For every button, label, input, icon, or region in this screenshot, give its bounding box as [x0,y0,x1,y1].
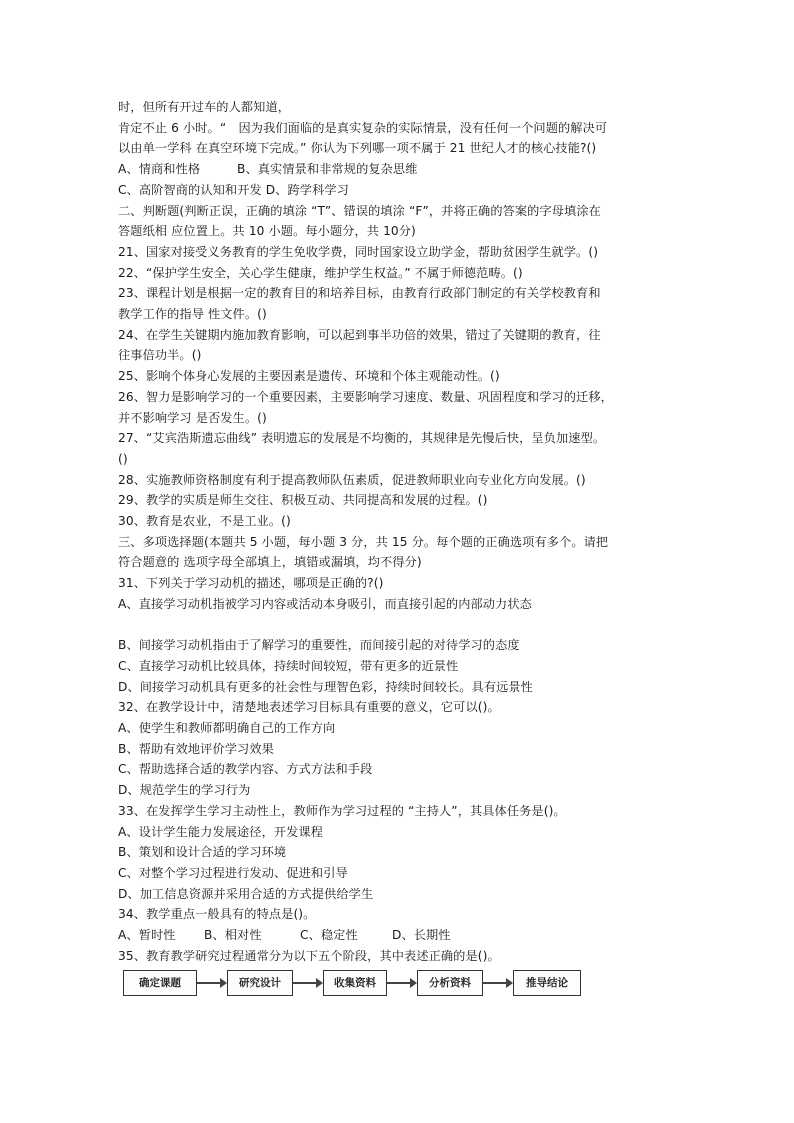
text-line: A、使学生和教师都明确自己的工作方向 [118,721,336,736]
text-line: 32、在教学设计中，清楚地表述学习目标具有重要的意义，它可以()。 [118,700,500,715]
text-line: 符合题意的 选项字母全部填上，填错或漏填，均不得分) [118,555,422,570]
text-line: 三、多项选择题(本题共 5 小题，每小题 3 分，共 15 分。每个题的正确选项有多个。请把 [118,534,609,549]
flow-arrow-icon [483,982,511,984]
text-line: 23、课程计划是根据一定的教育目的和培养目标，由教育行政部门制定的有关学校教育和 [118,286,601,301]
research-process-flowchart [118,970,678,1002]
flow-arrow-icon [387,982,415,984]
text-line: 26、智力是影响学习的一个重要因素，主要影响学习速度、数量、巩固程度和学习的迁移， [118,389,613,404]
text-line: 28、实施教师资格制度有利于提高教师队伍素质，促进教师职业向专业化方向发展。() [118,472,586,487]
text-line: () [118,451,128,466]
text-line: 二、判断题(判断正误，正确的填涂 “T”、错误的填涂 “F”，并将正确的答案的字母填涂在 [118,203,601,218]
text-line: 21、国家对接受义务教育的学生免收学费，同时国家设立助学金，帮助贫困学生就学。() [118,244,599,259]
text-line: B、间接学习动机指由于了解学习的重要性，而间接引起的对待学习的态度 [118,638,520,653]
text-line: B、帮助有效地评价学习效果 [118,741,274,756]
q35-text: 35、教育教学研究过程通常分为以下五个阶段，其中表述正确的是()。 [118,948,500,963]
text-line [118,615,678,636]
text-line: 肯定不止 6 小时。“ 因为我们面临的是真实复杂的实际情景，没有任何一个问题的解决可 [118,120,608,135]
text-line: C、直接学习动机比较具体，持续时间较短，带有更多的近景性 [118,658,459,673]
flow-step-5: 推导结论 [513,970,581,996]
flow-step-1: 确定课题 [123,970,197,996]
text-line: 34、教学重点一般具有的特点是()。 [118,907,316,922]
text-line: 27、“艾宾浩斯遗忘曲线” 表明遗忘的发展是不均衡的，其规律是先慢后快，呈负加速型。 [118,431,606,446]
text-line: 33、在发挥学生学习主动性上，教师作为学习过程的 “主持人”，其具体任务是()。 [118,803,566,818]
q34-option-b: B、相对性 [204,928,262,943]
text-line: 22、“保护学生安全，关心学生健康，维护学生权益。” 不属于师德范畴。() [118,265,523,280]
flow-arrow-icon [197,982,225,984]
text-line: 教学工作的指导 性文件。() [118,307,267,322]
text-line: A、情商和性格 B、真实情景和非常规的复杂思维 [118,162,418,177]
flow-arrow-icon [293,982,321,984]
text-line: 时，但所有开过车的人都知道， [118,100,291,114]
text-line: B、策划和设计合适的学习环境 [118,845,287,860]
flow-step-2: 研究设计 [227,970,293,996]
q34-options [118,925,678,946]
flow-step-3: 收集资料 [323,970,387,996]
question-text-block [118,97,678,925]
text-line: C、帮助选择合适的教学内容、方式方法和手段 [118,762,373,777]
text-line: A、直接学习动机指被学习内容或活动本身吸引，而直接引起的内部动力状态 [118,596,532,611]
q34-option-d: D、长期性 [392,928,451,943]
flow-step-4: 分析资料 [417,970,483,996]
text-line: A、设计学生能力发展途径，开发课程 [118,824,324,839]
q34-option-c: C、稳定性 [300,928,358,943]
text-line: 答题纸相 应位置上。共 10 小题。每小题分，共 10分) [118,224,416,239]
text-line: D、规范学生的学习行为 [118,783,251,798]
text-line: C、高阶智商的认知和开发 D、跨学科学习 [118,182,349,197]
text-line: 并不影响学习 是否发生。() [118,410,267,425]
text-line: C、对整个学习过程进行发动、促进和引导 [118,866,348,880]
text-line: 30、教育是农业，不是工业。() [118,514,291,529]
text-line: D、间接学习动机具有更多的社会性与理智色彩，持续时间较长。具有远景性 [118,679,533,694]
text-line: 往事倍功半。() [118,348,202,363]
text-line: 29、教学的实质是师生交往、积极互动、共同提高和发展的过程。() [118,493,488,508]
text-line: D、加工信息资源并采用合适的方式提供给学生 [118,886,374,901]
text-line: 以由单一学科 在真空环境下完成。” 你认为下列哪一项不属于 21 世纪人才的核心技能?() [118,141,597,156]
text-line: 24、在学生关键期内施加教育影响，可以起到事半功倍的效果，错过了关键期的教育，往 [118,327,601,342]
exam-page [118,97,678,1002]
text-line: 31、下列关于学习动机的描述，哪项是正确的?() [118,576,384,591]
q34-option-a: A、暂时性 [118,928,176,943]
text-line: 25、影响个体身心发展的主要因素是遗传、环境和个体主观能动性。() [118,369,500,384]
